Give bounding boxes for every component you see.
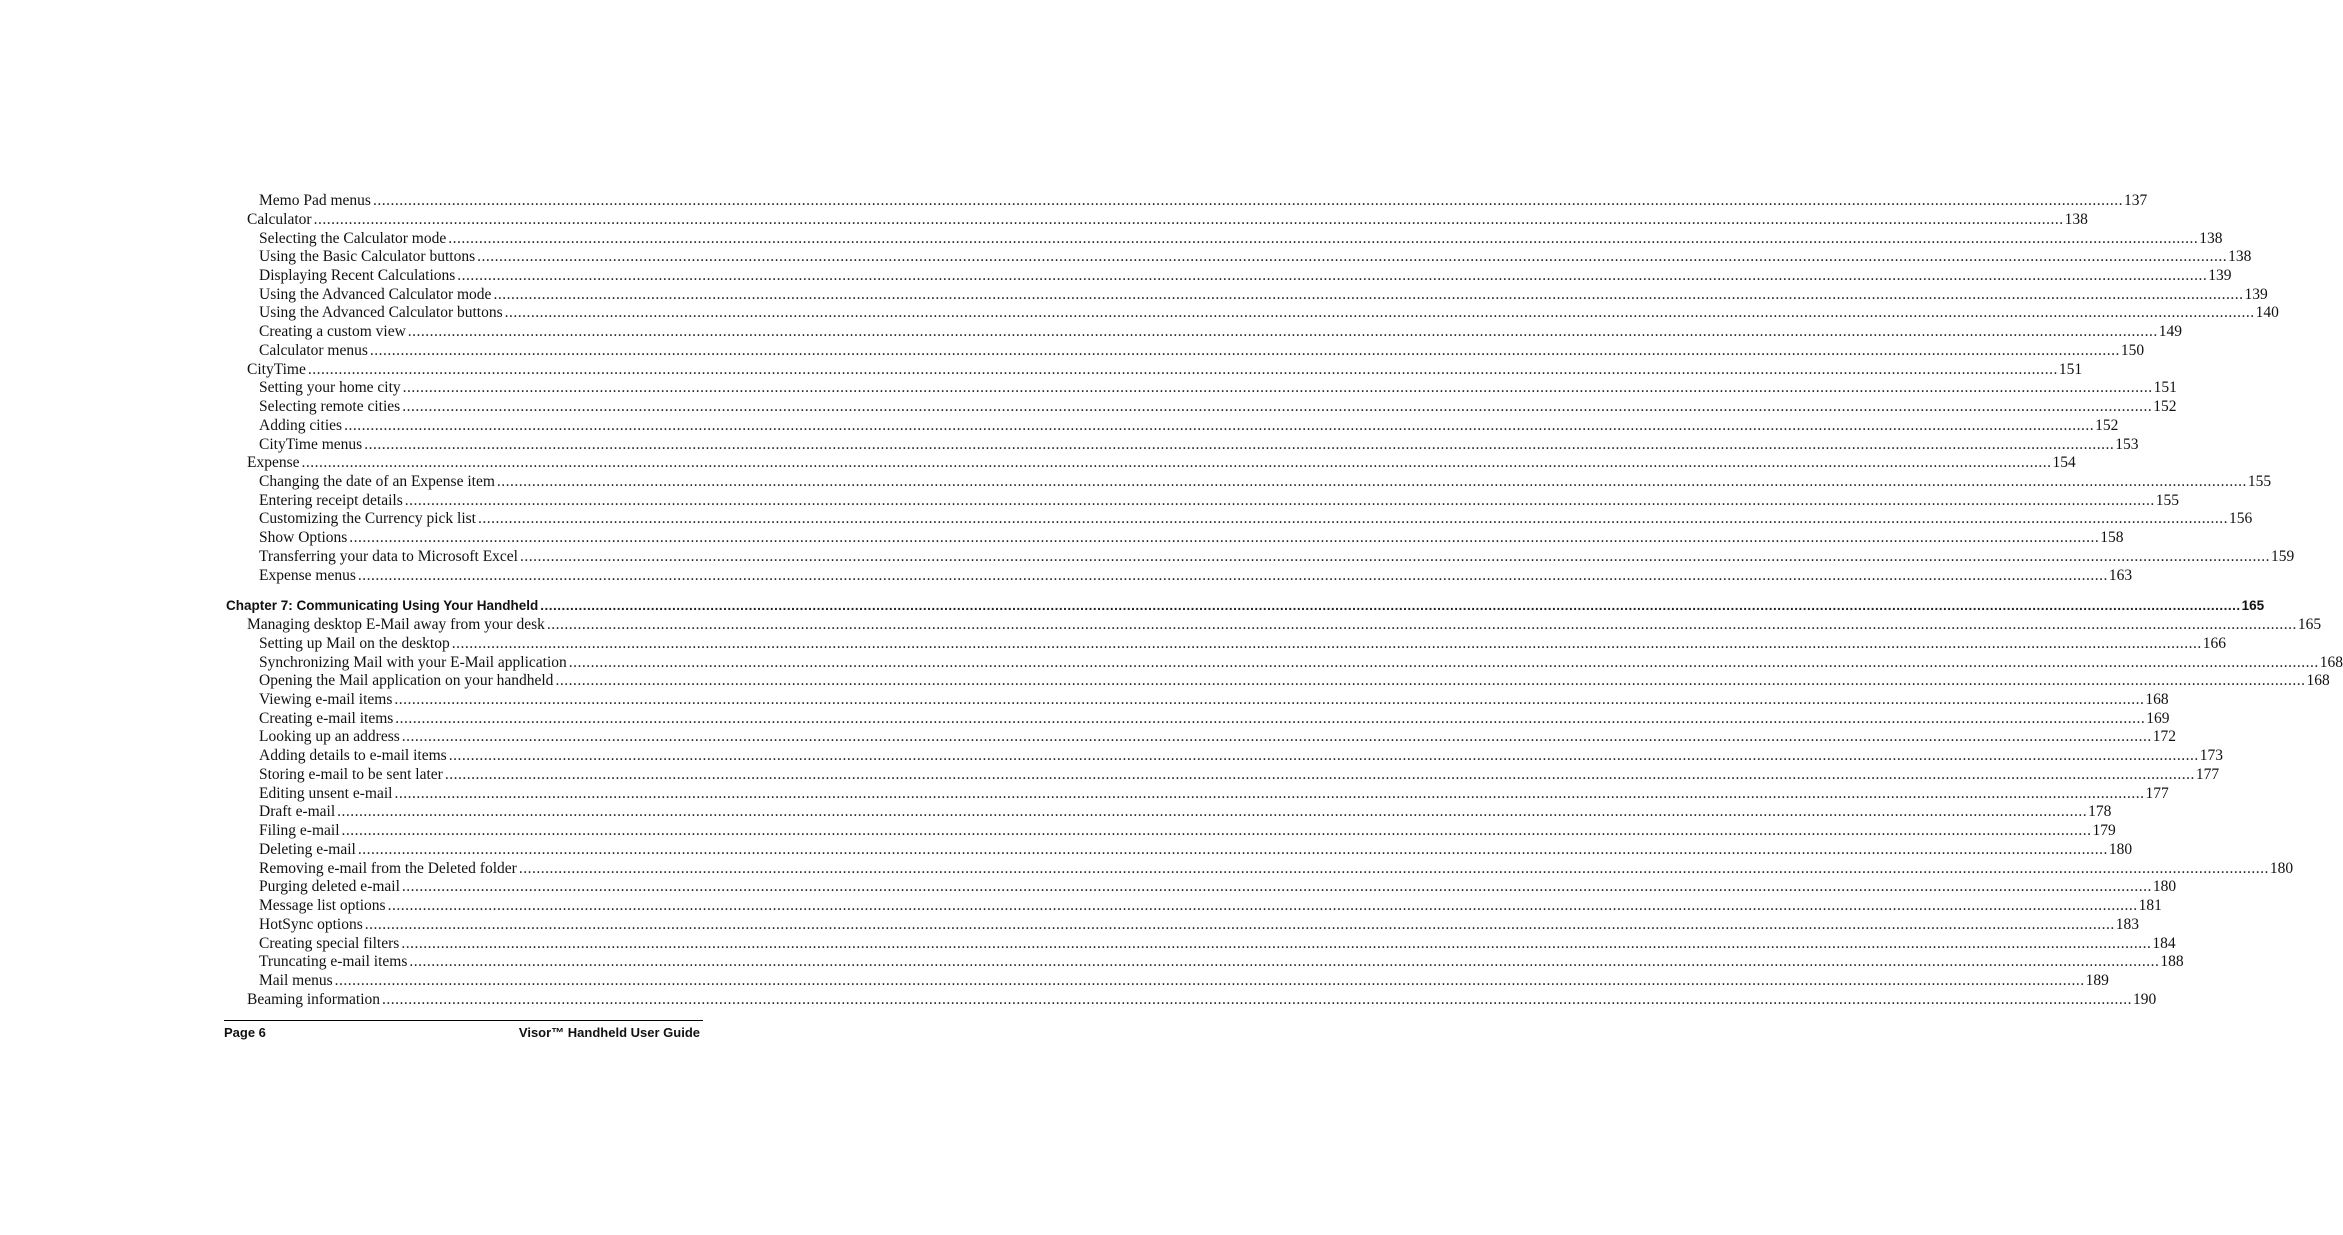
- dot-leader: ................................................................................................................................................................................................................................................................................................................................................................................................................: [387, 897, 2138, 914]
- toc-entry-title: Selecting remote cities: [259, 398, 401, 415]
- toc-entry-title: Calculator: [247, 210, 312, 228]
- toc-entry-title: Storing e-mail to be sent later: [259, 765, 443, 783]
- toc-entry-title: Synchronizing Mail with your E-Mail application: [259, 653, 567, 671]
- dot-leader: ................................................................................................................................................................................................................................................................................................................................................................................................................: [451, 634, 2202, 652]
- toc-entry-page-number: 188: [2160, 953, 2184, 971]
- toc-entry: [259, 915, 2140, 934]
- footer-book-title: Visor™ Handheld User Guide: [518, 1025, 700, 1040]
- dot-leader: ................................................................................................................................................................................................................................................................................................................................................................................................................: [504, 304, 2255, 322]
- dot-leader: ................................................................................................................................................................................................................................................................................................................................................................................................................: [341, 822, 2092, 840]
- toc-entry: [259, 709, 2170, 728]
- dot-leader: ................................................................................................................................................................................................................................................................................................................................................................................................................: [382, 990, 2133, 1008]
- dot-leader: ................................................................................................................................................................................................................................................................................................................................................................................................................: [307, 360, 2058, 378]
- toc-entry-title: Filing e-mail: [259, 822, 340, 840]
- toc-entry-page-number: 140: [2255, 304, 2279, 322]
- toc-entry: [247, 210, 2088, 229]
- dot-leader: ................................................................................................................................................................................................................................................................................................................................................................................................................: [364, 915, 2115, 933]
- toc-entry: [259, 746, 2223, 765]
- toc-entry: [259, 472, 2272, 491]
- toc-entry: [259, 952, 2184, 971]
- dot-leader: ................................................................................................................................................................................................................................................................................................................................................................................................................: [369, 341, 2120, 359]
- toc-entry: [259, 671, 2330, 690]
- toc-entry-page-number: 168: [2319, 653, 2343, 671]
- toc-entry: [259, 509, 2253, 528]
- toc-entry: [259, 191, 2148, 210]
- dot-leader: ................................................................................................................................................................................................................................................................................................................................................................................................................: [493, 285, 2244, 303]
- toc-entry-page-number: 151: [2058, 360, 2083, 378]
- toc-entry: [259, 971, 2109, 990]
- footer-page-number: Page 6: [224, 1025, 266, 1040]
- toc-entry-page-number: 138: [2064, 210, 2088, 228]
- toc-entry-title: Calculator menus: [259, 341, 368, 359]
- toc-entry-title: Beaming information: [247, 990, 381, 1008]
- toc-entry-page-number: 152: [2095, 416, 2119, 434]
- toc-entry-title: Managing desktop E-Mail away from your desk: [247, 616, 545, 634]
- dot-leader: ................................................................................................................................................................................................................................................................................................................................................................................................................: [568, 653, 2319, 671]
- toc-entry: [259, 934, 2176, 953]
- toc-entry-title: Creating special filters: [259, 934, 400, 952]
- toc-entry-title: Looking up an address: [259, 728, 400, 746]
- toc-entry: [259, 229, 2223, 248]
- toc-entry-page-number: 137: [2123, 192, 2148, 209]
- toc-entry-page-number: 190: [2133, 990, 2157, 1008]
- dot-leader: ................................................................................................................................................................................................................................................................................................................................................................................................................: [334, 971, 2085, 989]
- toc-entry-title: Expense: [247, 454, 300, 472]
- toc-entry: [259, 690, 2169, 709]
- toc-entry-page-number: 156: [2228, 510, 2253, 528]
- toc-entry-page-number: 165: [2241, 597, 2265, 613]
- toc-entry-page-number: 139: [2244, 285, 2268, 303]
- toc-entry-page-number: 165: [2297, 616, 2322, 634]
- dot-leader: ................................................................................................................................................................................................................................................................................................................................................................................................................: [404, 491, 2155, 509]
- toc-entry: [247, 360, 2083, 379]
- dot-leader: ................................................................................................................................................................................................................................................................................................................................................................................................................: [394, 691, 2145, 708]
- dot-leader: ................................................................................................................................................................................................................................................................................................................................................................................................................: [372, 192, 2123, 209]
- dot-leader: ................................................................................................................................................................................................................................................................................................................................................................................................................: [301, 454, 2052, 472]
- toc-entry: [259, 416, 2119, 435]
- dot-leader: ................................................................................................................................................................................................................................................................................................................................................................................................................: [477, 248, 2228, 266]
- toc-entry-page-number: 155: [2247, 473, 2272, 490]
- toc-entry-page-number: 180: [2108, 840, 2133, 858]
- toc-entry: [259, 322, 2183, 341]
- toc-entry-page-number: 168: [2306, 672, 2330, 690]
- dot-leader: ................................................................................................................................................................................................................................................................................................................................................................................................................: [401, 934, 2152, 952]
- dot-leader: ................................................................................................................................................................................................................................................................................................................................................................................................................: [395, 709, 2146, 727]
- toc-entry-page-number: 179: [2092, 822, 2116, 840]
- toc-entry: [259, 566, 2133, 585]
- toc-entry-page-number: 184: [2152, 934, 2176, 952]
- toc-entry: [259, 435, 2139, 454]
- dot-leader: ................................................................................................................................................................................................................................................................................................................................................................................................................: [394, 784, 2145, 802]
- dot-leader: ................................................................................................................................................................................................................................................................................................................................................................................................................: [540, 597, 2241, 613]
- dot-leader: ................................................................................................................................................................................................................................................................................................................................................................................................................: [409, 953, 2160, 971]
- toc-entry: [259, 547, 2295, 566]
- toc-entry-page-number: 153: [2115, 435, 2139, 453]
- toc-entry-title: HotSync options: [259, 915, 363, 933]
- toc-entry: [259, 528, 2124, 547]
- toc-entry-title: Memo Pad menus: [259, 192, 371, 209]
- toc-entry-page-number: 189: [2085, 971, 2109, 989]
- toc-entry: [259, 397, 2177, 416]
- toc-entry-title: Adding cities: [259, 416, 343, 434]
- dot-leader: ................................................................................................................................................................................................................................................................................................................................................................................................................: [520, 547, 2270, 565]
- toc-entry: [247, 615, 2322, 634]
- toc-entry-title: Creating a custom view: [259, 323, 406, 341]
- toc-entry: [259, 877, 2177, 896]
- toc-entry-title: Purging deleted e-mail: [259, 878, 400, 896]
- dot-leader: ................................................................................................................................................................................................................................................................................................................................................................................................................: [555, 672, 2306, 690]
- toc-entry: [259, 859, 2294, 878]
- toc-entry: [259, 653, 2343, 672]
- toc-entry-page-number: 180: [2269, 859, 2294, 877]
- toc-entry-page-number: 168: [2145, 691, 2169, 708]
- toc-entry-title: Chapter 7: Communicating Using Your Handheld: [226, 597, 539, 613]
- toc-entry-title: Mail menus: [259, 971, 333, 989]
- toc-entry-title: Changing the date of an Expense item: [259, 473, 495, 490]
- toc-entry: [259, 802, 2112, 821]
- dot-leader: ................................................................................................................................................................................................................................................................................................................................................................................................................: [357, 840, 2108, 858]
- dot-leader: ................................................................................................................................................................................................................................................................................................................................................................................................................: [401, 878, 2152, 896]
- toc-entry-title: Using the Advanced Calculator mode: [259, 285, 492, 303]
- toc-entry-page-number: 177: [2195, 765, 2220, 783]
- toc-entry-page-number: 151: [2153, 379, 2177, 397]
- toc-entry: [259, 840, 2133, 859]
- dot-leader: ................................................................................................................................................................................................................................................................................................................................................................................................................: [357, 566, 2108, 584]
- toc-entry-title: Setting up Mail on the desktop: [259, 634, 450, 652]
- toc-entry-page-number: 139: [2208, 266, 2232, 284]
- toc-entry-title: Removing e-mail from the Deleted folder: [259, 859, 517, 877]
- toc-entry-page-number: 138: [2199, 229, 2223, 247]
- dot-leader: ................................................................................................................................................................................................................................................................................................................................................................................................................: [444, 765, 2195, 783]
- toc-entry: [259, 285, 2268, 304]
- toc-entry-page-number: 150: [2120, 341, 2145, 359]
- toc-entry: [259, 765, 2220, 784]
- dot-leader: ................................................................................................................................................................................................................................................................................................................................................................................................................: [401, 728, 2152, 746]
- footer-divider: [224, 1020, 703, 1021]
- toc-entry-title: Setting your home city: [259, 379, 401, 397]
- toc-entry: [259, 491, 2179, 510]
- dot-leader: ................................................................................................................................................................................................................................................................................................................................................................................................................: [349, 529, 2100, 547]
- toc-entry: [247, 990, 2157, 1009]
- toc-entry-title: CityTime: [247, 360, 306, 378]
- toc-entry-page-number: 155: [2155, 491, 2179, 509]
- toc-entry: [247, 453, 2076, 472]
- toc-entry: [259, 634, 2226, 653]
- dot-leader: ................................................................................................................................................................................................................................................................................................................................................................................................................: [407, 323, 2158, 341]
- toc-entry-page-number: 173: [2199, 747, 2223, 765]
- toc-entry-page-number: 169: [2146, 709, 2170, 727]
- toc-entry-page-number: 183: [2115, 915, 2140, 933]
- dot-leader: ................................................................................................................................................................................................................................................................................................................................................................................................................: [402, 398, 2153, 415]
- toc-entry: [259, 303, 2279, 322]
- toc-entry-title: Using the Basic Calculator buttons: [259, 248, 476, 266]
- toc-entry: [259, 896, 2162, 915]
- toc-entry-title: CityTime menus: [259, 435, 363, 453]
- toc-entry-title: Entering receipt details: [259, 491, 403, 509]
- dot-leader: ................................................................................................................................................................................................................................................................................................................................................................................................................: [364, 435, 2115, 453]
- toc-entry: [259, 784, 2169, 803]
- toc-entry-page-number: 180: [2152, 878, 2177, 896]
- toc-entry-title: Adding details to e-mail items: [259, 747, 447, 765]
- dot-leader: ................................................................................................................................................................................................................................................................................................................................................................................................................: [313, 210, 2064, 228]
- toc-entry-title: Truncating e-mail items: [259, 953, 408, 971]
- toc-entry-title: Expense menus: [259, 566, 356, 584]
- toc-entry: [259, 378, 2177, 397]
- toc-entry-title: Editing unsent e-mail: [259, 784, 393, 802]
- dot-leader: ................................................................................................................................................................................................................................................................................................................................................................................................................: [496, 473, 2247, 490]
- toc-entry: [259, 247, 2252, 266]
- toc-entry-title: Message list options: [259, 897, 386, 914]
- toc-entry-page-number: 172: [2152, 728, 2177, 746]
- toc-entry-title: Creating e-mail items: [259, 709, 394, 727]
- toc-entry-page-number: 158: [2100, 529, 2124, 547]
- toc-entry-title: Deleting e-mail: [259, 840, 356, 858]
- dot-leader: ................................................................................................................................................................................................................................................................................................................................................................................................................: [448, 747, 2199, 765]
- toc-entry-page-number: 152: [2153, 398, 2177, 415]
- toc-chapter-heading: [226, 596, 2265, 615]
- toc-entry: [259, 727, 2177, 746]
- dot-leader: ................................................................................................................................................................................................................................................................................................................................................................................................................: [344, 416, 2095, 434]
- dot-leader: ................................................................................................................................................................................................................................................................................................................................................................................................................: [402, 379, 2153, 397]
- toc-entry-title: Opening the Mail application on your handheld: [259, 672, 554, 690]
- toc-entry-page-number: 149: [2158, 323, 2183, 341]
- dot-leader: ................................................................................................................................................................................................................................................................................................................................................................................................................: [448, 229, 2199, 247]
- toc-entry-title: Customizing the Currency pick list: [259, 510, 476, 528]
- toc-entry: [259, 341, 2145, 360]
- toc-entry-page-number: 181: [2138, 897, 2162, 914]
- toc-entry-page-number: 138: [2228, 248, 2252, 266]
- toc-entry-title: Viewing e-mail items: [259, 691, 393, 708]
- toc-entry-title: Show Options: [259, 529, 348, 547]
- dot-leader: ................................................................................................................................................................................................................................................................................................................................................................................................................: [518, 859, 2269, 877]
- toc-entry-title: Selecting the Calculator mode: [259, 229, 447, 247]
- dot-leader: ................................................................................................................................................................................................................................................................................................................................................................................................................: [477, 510, 2228, 528]
- toc-entry-title: Using the Advanced Calculator buttons: [259, 304, 503, 322]
- toc-entry-page-number: 177: [2145, 784, 2169, 802]
- toc-entry-title: Draft e-mail: [259, 803, 336, 821]
- toc-entry-page-number: 178: [2088, 803, 2112, 821]
- toc-entry: [259, 821, 2116, 840]
- toc-entry-page-number: 159: [2271, 547, 2295, 565]
- dot-leader: ................................................................................................................................................................................................................................................................................................................................................................................................................: [337, 803, 2088, 821]
- toc-entry-title: Displaying Recent Calculations: [259, 266, 456, 284]
- toc-entry-title: Transferring your data to Microsoft Excel: [259, 547, 518, 565]
- dot-leader: ................................................................................................................................................................................................................................................................................................................................................................................................................: [457, 266, 2208, 284]
- toc-entry-page-number: 163: [2108, 566, 2133, 584]
- dot-leader: ................................................................................................................................................................................................................................................................................................................................................................................................................: [546, 616, 2297, 634]
- toc-entry-page-number: 166: [2202, 634, 2226, 652]
- toc-entry-page-number: 154: [2052, 454, 2076, 472]
- toc-entry: [259, 266, 2232, 285]
